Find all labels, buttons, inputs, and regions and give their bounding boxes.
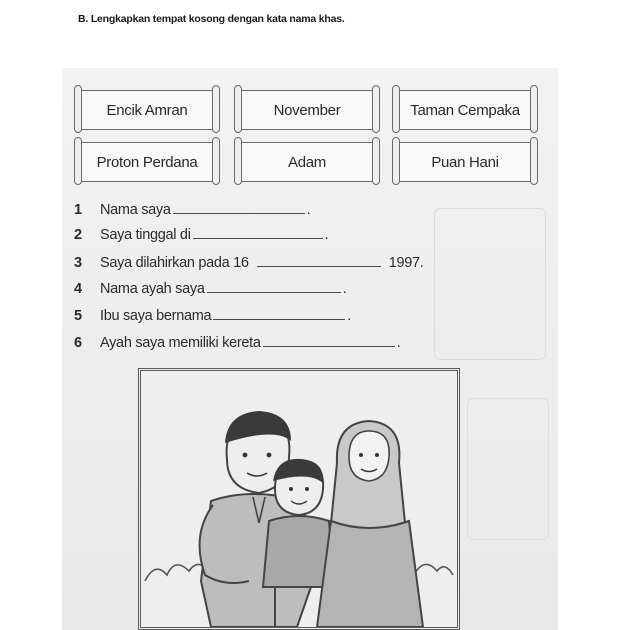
instruction-heading: B. Lengkapkan tempat kosong dengan kata nama khas.	[78, 13, 345, 25]
word-label: Adam	[288, 154, 326, 171]
answer-blank[interactable]	[263, 334, 395, 347]
answer-blank[interactable]	[213, 307, 345, 320]
question-3	[74, 254, 423, 274]
word-label: Encik Amran	[106, 102, 188, 119]
question-suffix: .	[324, 227, 329, 243]
worksheet-scan	[62, 68, 558, 630]
question-text: Nama saya	[100, 202, 171, 218]
question-suffix: .	[347, 308, 352, 324]
question-suffix: .	[342, 281, 347, 297]
question-suffix: .	[396, 335, 401, 351]
word-box-taman-cempaka	[396, 90, 534, 130]
word-box-encik-amran	[78, 90, 216, 130]
answer-blank[interactable]	[207, 280, 341, 293]
question-suffix: .	[306, 202, 311, 218]
word-box-puan-hani	[396, 142, 534, 182]
word-box-adam	[238, 142, 376, 182]
word-label: Taman Cempaka	[410, 102, 520, 119]
question-2	[74, 226, 328, 246]
show-through-shape	[434, 208, 546, 360]
question-6	[74, 334, 400, 354]
word-box-proton-perdana	[78, 142, 216, 182]
word-label: Proton Perdana	[96, 154, 198, 171]
family-illustration	[138, 368, 460, 630]
question-number: 6	[74, 335, 82, 351]
question-number: 1	[74, 202, 82, 218]
question-5	[74, 307, 351, 327]
answer-blank[interactable]	[257, 254, 381, 267]
answer-blank[interactable]	[193, 226, 323, 239]
question-text: Saya tinggal di	[100, 227, 191, 243]
question-number: 3	[74, 255, 82, 271]
word-box-november	[238, 90, 376, 130]
show-through-shape	[467, 398, 549, 540]
answer-blank[interactable]	[173, 201, 305, 214]
question-text: Ayah saya memiliki kereta	[100, 335, 261, 351]
question-number: 4	[74, 281, 82, 297]
question-after-text: 1997.	[388, 255, 424, 271]
family-drawing	[141, 371, 457, 627]
word-label: November	[273, 102, 341, 119]
question-1	[74, 201, 310, 221]
question-text: Nama ayah saya	[100, 281, 205, 297]
word-label: Puan Hani	[431, 154, 499, 171]
question-text: Ibu saya bernama	[100, 308, 212, 324]
question-text: Saya dilahirkan pada 16	[100, 255, 249, 271]
mother-figure	[317, 421, 423, 627]
question-number: 5	[74, 308, 82, 324]
question-4	[74, 280, 346, 300]
question-number: 2	[74, 227, 82, 243]
